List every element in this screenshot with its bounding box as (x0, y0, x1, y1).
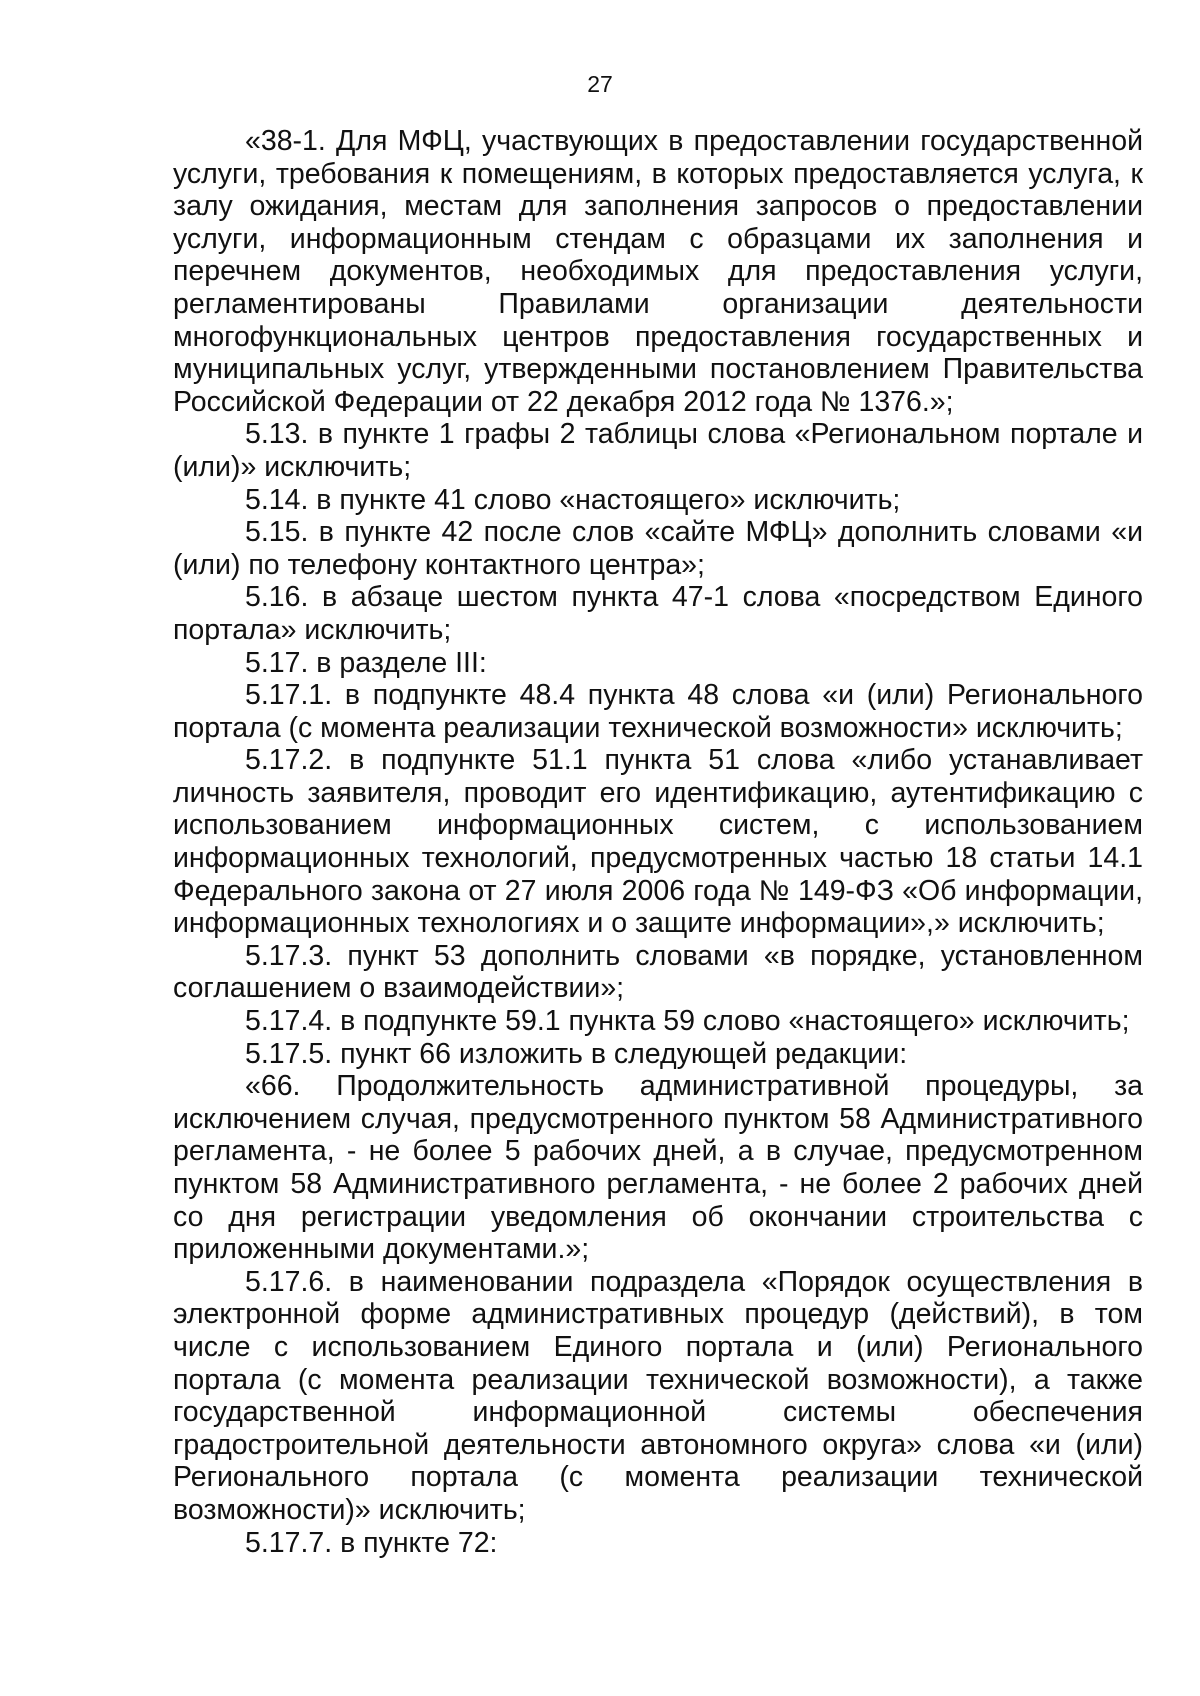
paragraph-5-13: 5.13. в пункте 1 графы 2 таблицы слова «Региональном портале и (или)» исключить; (173, 418, 1143, 483)
paragraph-5-16: 5.16. в абзаце шестом пункта 47-1 слова «посредством Единого портала» исключить; (173, 581, 1143, 646)
paragraph-66: «66. Продолжительность административной процедуры, за исключением случая, предусмотренного пунктом 58 Административного регламента, - не более 5 рабочих дней, а в случае, предусмотренном пунктом 58 Административного регламента, - не более 2 рабочих дней со дня регистрации уведомления об окончании строительства с приложенными документами.»; (173, 1070, 1143, 1266)
paragraph-5-17-7: 5.17.7. в пункте 72: (245, 1526, 498, 1559)
paragraph-5-17: 5.17. в разделе III: (245, 646, 487, 679)
paragraph-5-15: 5.15. в пункте 42 после слов «сайте МФЦ» дополнить словами «и (или) по телефону контактного центра»; (173, 516, 1143, 581)
paragraph-5-17-6: 5.17.6. в наименовании подраздела «Порядок осуществления в электронной форме административных процедур (действий), в том числе с использованием Единого портала и (или) Регионального портала (с момента реализации технической возможности), а также государственной информационной системы обеспечения градостроительной деятельности автономного округа» слова «и (или) Регионального портала (с момента реализации технической возможности)» исключить; (173, 1265, 1143, 1526)
paragraph-5-14: 5.14. в пункте 41 слово «настоящего» исключить; (245, 483, 901, 516)
paragraph-5-17-1: 5.17.1. в подпункте 48.4 пункта 48 слова «и (или) Регионального портала (с момента реализации технической возможности» исключить; (173, 679, 1143, 744)
paragraph-5-17-2: 5.17.2. в подпункте 51.1 пункта 51 слова «либо устанавливает личность заявителя, проводит его идентификацию, аутентификацию с использованием информационных систем, с использованием информационных технологий, предусмотренных частью 18 статьи 14.1 Федерального закона от 27 июля 2006 года № 149-ФЗ «Об информации, информационных технологиях и о защите информации»,» исключить; (173, 744, 1143, 940)
paragraph-5-17-3: 5.17.3. пункт 53 дополнить словами «в порядке, установленном соглашением о взаимодействии»; (173, 939, 1143, 1005)
page-number: 27 (587, 71, 613, 97)
document-body (173, 125, 1143, 1559)
paragraph-5-17-5: 5.17.5. пункт 66 изложить в следующей редакции: (245, 1037, 908, 1070)
paragraph-5-17-4: 5.17.4. в подпункте 59.1 пункта 59 слово «настоящего» исключить; (245, 1005, 1130, 1038)
paragraph-38-1: «38-1. Для МФЦ, участвующих в предоставлении государственной услуги, требования к помещениям, в которых предоставляется услуга, к залу ожидания, местам для заполнения запросов о предоставлении услуги, информационным стендам с образцами их заполнения и перечнем документов, необходимых для предоставления услуги, регламентированы Правилами организации деятельности многофункциональных центров предоставления государственных и муниципальных услуг, утвержденными постановлением Правительства Российской Федерации от 22 декабря 2012 года № 1376.»; (173, 125, 1143, 418)
